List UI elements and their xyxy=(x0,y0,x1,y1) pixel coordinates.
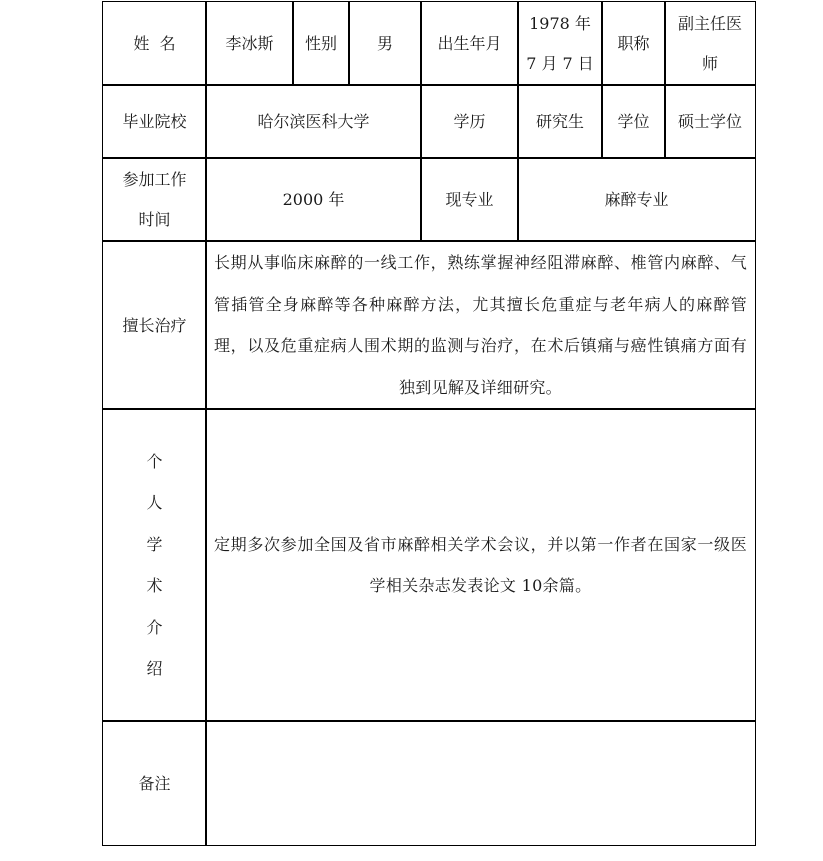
title-value: 副主任医 师 xyxy=(664,1,756,86)
education-value: 研究生 xyxy=(517,84,603,159)
gender-label: 性别 xyxy=(292,1,350,86)
degree-label: 学位 xyxy=(601,84,666,159)
birth-value: 1978 年 7 月 7 日 xyxy=(517,1,603,86)
gender-value: 男 xyxy=(348,1,422,86)
specialty-value: 长期从事临床麻醉的一线工作，熟练掌握神经阻滞麻醉、椎管内麻醉、气管插管全身麻醉等各种麻醉方法，尤其擅长危重症与老年病人的麻醉管理，以及危重症病人围术期的监测与治疗，在术后镇痛与癌性镇痛方面有独到见解及详细研究。 xyxy=(205,240,756,410)
education-label: 学历 xyxy=(420,84,519,159)
name-value: 李冰斯 xyxy=(205,1,294,86)
work-start-value: 2000 年 xyxy=(205,157,422,242)
remarks-label: 备注 xyxy=(102,720,207,846)
academic-label: 个 人 学 术 介 绍 xyxy=(102,408,207,722)
major-value: 麻醉专业 xyxy=(517,157,756,242)
school-value: 哈尔滨医科大学 xyxy=(205,84,422,159)
academic-value: 定期多次参加全国及省市麻醉相关学术会议，并以第一作者在国家一级医学相关杂志发表论文 10余篇。 xyxy=(205,408,756,722)
title-label: 职称 xyxy=(601,1,666,86)
birth-label: 出生年月 xyxy=(420,1,519,86)
name-label: 姓 名 xyxy=(102,1,207,86)
major-label: 现专业 xyxy=(420,157,519,242)
school-label: 毕业院校 xyxy=(102,84,207,159)
remarks-value xyxy=(205,720,756,846)
degree-value: 硕士学位 xyxy=(664,84,756,159)
specialty-label: 擅长治疗 xyxy=(102,240,207,410)
work-start-label: 参加工作 时间 xyxy=(102,157,207,242)
